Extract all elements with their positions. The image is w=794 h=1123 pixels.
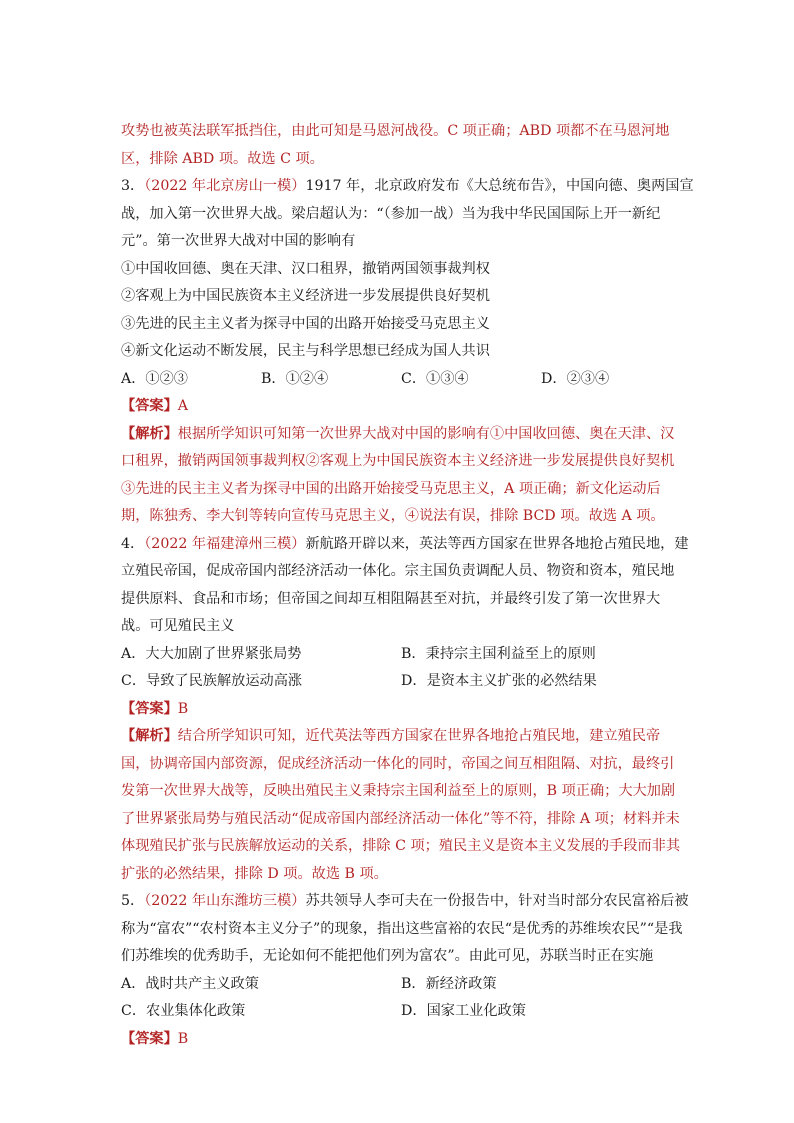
q5-answer	[121, 1026, 681, 1054]
q3-answer-value: A	[177, 398, 189, 414]
q5-answer-value: B	[177, 1030, 189, 1047]
q4-number: 4．	[121, 535, 145, 552]
q3-analysis-line-3: ③先进的民主主义者为探寻中国的出路开始接受马克思主义，A 项正确；新文化运动后	[121, 480, 661, 497]
prev-analysis-line-1: 攻势也被英法联军抵挡住，由此可知是马恩河战役。C 项正确；ABD 项都不在马恩河地	[121, 123, 670, 139]
q3-option-d: D．②③④	[541, 370, 610, 387]
q5-options-row-1	[121, 971, 681, 999]
document-page	[121, 118, 694, 1053]
q3-item-3: ③先进的民主主义者为探寻中国的出路开始接受马克思主义	[121, 315, 490, 332]
q4-stem-line-4: 战。可见殖民主义	[121, 618, 235, 634]
q3-number: 3．	[121, 178, 145, 194]
q5-stem-line-1	[121, 888, 689, 916]
q3-item-2: ②客观上为中国民族资本主义经济进一步发展提供良好契机	[121, 288, 490, 304]
q3-analysis-line-1	[121, 421, 681, 449]
q3-analysis-text-1: 根据所学知识可知第一次世界大战对中国的影响有①中国收回德、奥在天津、汉	[177, 425, 675, 442]
q4-answer	[121, 696, 681, 724]
q4-option-b: B．秉持宗主国利益至上的原则	[401, 645, 596, 662]
q4-analysis-line-6: 扩张的必然结果，排除 D 项。故选 B 项。	[121, 865, 388, 882]
q4-analysis-text-1: 结合所学知识可知，近代英法等西方国家在世界各地抢占殖民地，建立殖民帝	[177, 728, 661, 744]
q5-options-row-2	[121, 998, 681, 1026]
q5-source: （2022 年山东潍坊三模）	[144, 893, 306, 909]
q3-answer	[121, 393, 681, 421]
q4-options-row-1	[121, 641, 681, 669]
q5-option-d: D．国家工业化政策	[401, 1003, 526, 1019]
q4-stem-line-3: 提供原料、食品和市场；但帝国之间却互相阻隔甚至对抗，并最终引发了第一次世界大	[121, 590, 661, 607]
q4-analysis-line-2: 国，协调帝国内部资源，促成经济活动一体化的同时，帝国之间互相阻隔、对抗，最终引	[121, 755, 675, 772]
q4-source: （2022 年福建漳州三模）	[144, 535, 306, 552]
q4-analysis-line-1	[121, 723, 681, 751]
prev-analysis-line-2: 区，排除 ABD 项。故选 C 项。	[121, 150, 324, 167]
q3-item-4: ④新文化运动不断发展，民主与科学思想已经成为国人共识	[121, 343, 490, 359]
q3-stem-line-2: 战，加入第一次世界大战。梁启超认为：“（参加一战）当为我中华民国国际上开一新纪	[121, 205, 661, 222]
q5-number: 5．	[121, 893, 145, 909]
q3-analysis-line-2: 口租界，撤销两国领事裁判权②客观上为中国民族资本主义经济进一步发展提供良好契机	[121, 453, 675, 469]
q3-option-b: B．①②④	[261, 370, 329, 387]
q3-analysis-label: 【解析】	[121, 425, 178, 442]
q4-analysis-line-4: 了世界紧张局势与殖民活动“促成帝国内部经济活动一体化”等不符，排除 A 项；材料并未	[121, 810, 680, 827]
q4-analysis-line-3: 发第一次世界大战等，反映出殖民主义秉持宗主国利益至上的原则，B 项正确；大大加剧	[121, 783, 676, 799]
q4-option-d: D．是资本主义扩张的必然结果	[401, 673, 597, 689]
q4-analysis-label: 【解析】	[121, 728, 178, 744]
q4-options-row-2	[121, 668, 681, 696]
q3-analysis-line-4: 期，陈独秀、李大钊等转向宣传马克思主义，④说法有误，排除 BCD 项。故选 A 项。	[121, 508, 665, 524]
q5-option-c: C．农业集体化政策	[121, 1003, 246, 1019]
q4-answer-value: B	[177, 700, 189, 717]
q4-answer-label: 【答案】	[121, 700, 178, 717]
q3-option-c: C．①③④	[401, 370, 469, 387]
q5-option-a: A．战时共产主义政策	[121, 975, 259, 992]
q3-answer-label: 【答案】	[121, 398, 178, 414]
q5-stem-line-2: 称为“富农”“农村资本主义分子”的现象，指出这些富裕的农民“是优秀的苏维埃农民”“是我	[121, 920, 683, 937]
q4-option-a: A．大大加剧了世界紧张局势	[121, 645, 302, 662]
q3-option-a: A．①②③	[121, 370, 188, 387]
q3-item-1: ①中国收回德、奥在天津、汉口租界，撤销两国领事裁判权	[121, 260, 490, 277]
q4-analysis-line-5: 体现殖民扩张与民族解放运动的关系，排除 C 项；殖民主义是资本主义发展的手段而非其	[121, 838, 681, 854]
q4-stem-line-2: 立殖民帝国，促成帝国内部经济活动一体化。宗主国负责调配人员、物资和资本，殖民地	[121, 563, 675, 579]
q4-option-c: C．导致了民族解放运动高涨	[121, 673, 303, 689]
q3-source: （2022 年北京房山一模）	[144, 178, 306, 194]
q5-stem-text-1: 苏共领导人李可夫在一份报告中，针对当时部分农民富裕后被	[305, 893, 689, 909]
q5-stem-line-3: 们苏维埃的优秀助手，无论如何不能把他们列为富农”。由此可见，苏联当时正在实施	[121, 948, 654, 964]
q4-stem-text-1: 新航路开辟以来，英法等西方国家在世界各地抢占殖民地，建	[305, 535, 689, 552]
q3-stem-text-1: 1917 年，北京政府发布《大总统布告》，中国向德、奥两国宣	[305, 178, 694, 194]
q3-stem-line-3: 元”。第一次世界大战对中国的影响有	[121, 233, 356, 249]
q5-answer-label: 【答案】	[121, 1030, 178, 1047]
q4-stem-line-1	[121, 531, 689, 559]
q5-option-b: B．新经济政策	[401, 975, 497, 992]
q3-stem-line-1	[121, 173, 694, 201]
q3-options	[121, 366, 681, 394]
